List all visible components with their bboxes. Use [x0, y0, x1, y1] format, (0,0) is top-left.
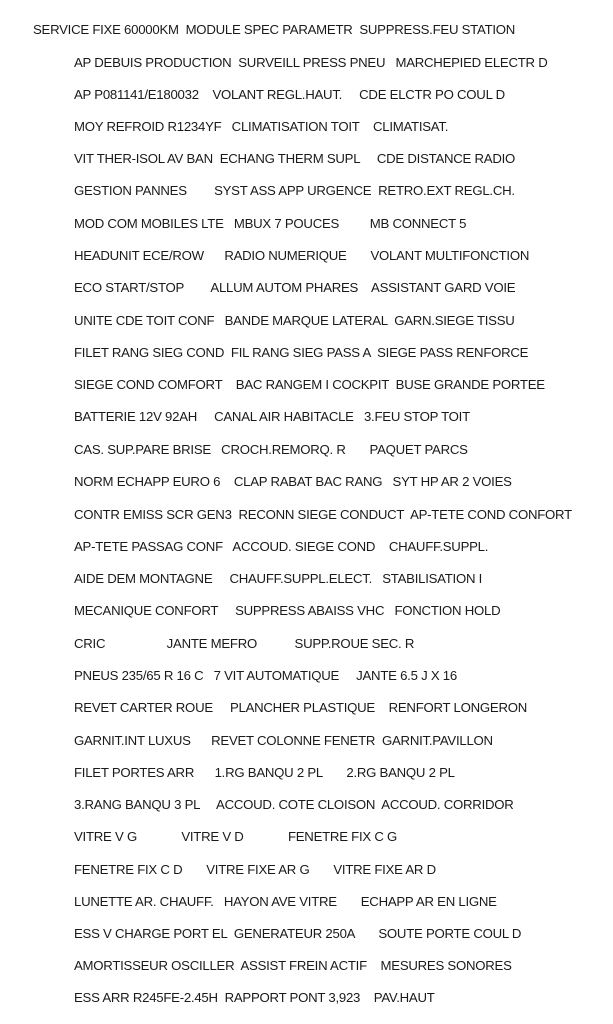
list-line-28: LUNETTE AR. CHAUFF. HAYON AVE VITRE ECHAPP AR EN LIGNE [74, 894, 497, 909]
list-line-3: AP P081141/E180032 VOLANT REGL.HAUT. CDE ELCTR PO COUL D [74, 87, 505, 102]
list-line-30: AMORTISSEUR OSCILLER ASSIST FREIN ACTIF MESURES SONORES [74, 958, 512, 973]
list-line-31: ESS ARR R245FE-2.45H RAPPORT PONT 3,923 PAV.HAUT [74, 990, 435, 1005]
list-line-8: HEADUNIT ECE/ROW RADIO NUMERIQUE VOLANT MULTIFONCTION [74, 248, 530, 263]
list-line-13: BATTERIE 12V 92AH CANAL AIR HABITACLE 3.FEU STOP TOIT [74, 409, 470, 424]
list-line-12: SIEGE COND COMFORT BAC RANGEM I COCKPIT BUSE GRANDE PORTEE [74, 377, 545, 392]
list-line-29: ESS V CHARGE PORT EL GENERATEUR 250A SOUTE PORTE COUL D [74, 926, 522, 941]
list-line-5: VIT THER-ISOL AV BAN ECHANG THERM SUPL CDE DISTANCE RADIO [74, 151, 516, 166]
list-line-26: VITRE V G VITRE V D FENETRE FIX C G [74, 829, 398, 844]
list-line-18: AIDE DEM MONTAGNE CHAUFF.SUPPL.ELECT. STABILISATION I [74, 571, 483, 586]
list-line-15: NORM ECHAPP EURO 6 CLAP RABAT BAC RANG SYT HP AR 2 VOIES [74, 474, 512, 489]
list-line-27: FENETRE FIX C D VITRE FIXE AR G VITRE FIXE AR D [74, 862, 436, 877]
list-line-14: CAS. SUP.PARE BRISE CROCH.REMORQ. R PAQUET PARCS [74, 442, 468, 457]
list-line-25: 3.RANG BANQU 3 PL ACCOUD. COTE CLOISON ACCOUD. CORRIDOR [74, 797, 514, 812]
list-line-2: AP DEBUIS PRODUCTION SURVEILL PRESS PNEU MARCHEPIED ELECTR D [74, 55, 548, 70]
list-line-16: CONTR EMISS SCR GEN3 RECONN SIEGE CONDUCT AP-TETE COND CONFORT [74, 507, 572, 522]
list-line-17: AP-TETE PASSAG CONF ACCOUD. SIEGE COND CHAUFF.SUPPL. [74, 539, 489, 554]
list-line-22: REVET CARTER ROUE PLANCHER PLASTIQUE RENFORT LONGERON [74, 700, 528, 715]
list-line-20: CRIC JANTE MEFRO SUPP.ROUE SEC. R [74, 636, 415, 651]
list-line-11: FILET RANG SIEG COND FIL RANG SIEG PASS A SIEGE PASS RENFORCE [74, 345, 529, 360]
list-line-1: SERVICE FIXE 60000KM MODULE SPEC PARAMETR SUPPRESS.FEU STATION [33, 22, 516, 37]
list-line-4: MOY REFROID R1234YF CLIMATISATION TOIT CLIMATISAT. [74, 119, 449, 134]
list-line-9: ECO START/STOP ALLUM AUTOM PHARES ASSISTANT GARD VOIE [74, 280, 516, 295]
list-line-19: MECANIQUE CONFORT SUPPRESS ABAISS VHC FONCTION HOLD [74, 603, 501, 618]
list-line-24: FILET PORTES ARR 1.RG BANQU 2 PL 2.RG BANQU 2 PL [74, 765, 455, 780]
list-line-21: PNEUS 235/65 R 16 C 7 VIT AUTOMATIQUE JANTE 6.5 J X 16 [74, 668, 457, 683]
list-line-23: GARNIT.INT LUXUS REVET COLONNE FENETR GARNIT.PAVILLON [74, 733, 493, 748]
list-line-7: MOD COM MOBILES LTE MBUX 7 POUCES MB CONNECT 5 [74, 216, 467, 231]
list-line-10: UNITE CDE TOIT CONF BANDE MARQUE LATERAL GARN.SIEGE TISSU [74, 313, 515, 328]
list-line-6: GESTION PANNES SYST ASS APP URGENCE RETRO.EXT REGL.CH. [74, 183, 515, 198]
